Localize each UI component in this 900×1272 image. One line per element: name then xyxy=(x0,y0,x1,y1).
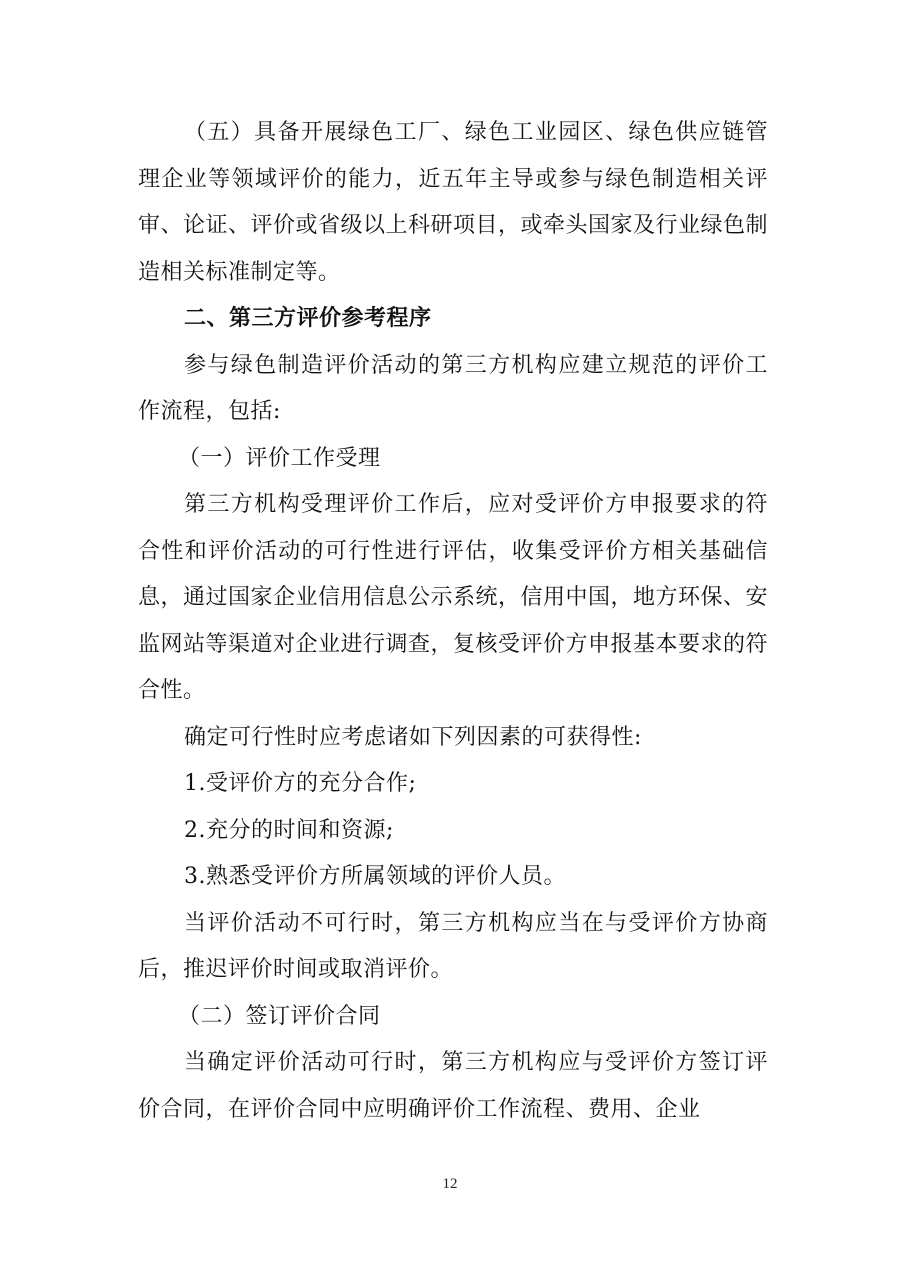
paragraph-contract-body: 当确定评价活动可行时，第三方机构应与受评价方签订评价合同，在评价合同中应明确评价工作流程、费用、企业 xyxy=(138,1050,768,1122)
paragraph-acceptance-body: 第三方机构受理评价工作后，应对受评价方申报要求的符合性和评价活动的可行性进行评估，收集受评价方相关基础信息，通过国家企业信用信息公示系统，信用中国，地方环保、安监网站等渠道对企业进行调查，复核受评价方申报基本要求的符合性。 xyxy=(138,492,769,703)
page-number: 12 xyxy=(442,1176,458,1192)
paragraph-procedure-intro: 参与绿色制造评价活动的第三方机构应建立规范的评价工作流程，包括: xyxy=(138,352,768,424)
paragraph-qualification-five: （五）具备开展绿色工厂、绿色工业园区、绿色供应链管理企业等领域评价的能力，近五年主导或参与绿色制造相关评审、论证、评价或省级以上科研项目，或牵头国家及行业绿色制造相关标准制定等。 xyxy=(138,120,769,285)
paragraph-infeasible: 当评价活动不可行时，第三方机构应当在与受评价方协商后，推迟评价时间或取消评价。 xyxy=(138,910,768,982)
subheading-acceptance: （一）评价工作受理 xyxy=(178,445,381,471)
section-heading-evaluation-procedure: 二、第三方评价参考程序 xyxy=(184,306,432,331)
list-item-time-resources: 2.充分的时间和资源; xyxy=(184,817,394,843)
paragraph-feasibility-factors: 确定可行性时应考虑诸如下列因素的可获得性: xyxy=(184,724,642,750)
subheading-contract: （二）签订评价合同 xyxy=(178,1003,381,1029)
document-body xyxy=(138,110,768,1133)
list-item-evaluators: 3.熟悉受评价方所属领域的评价人员。 xyxy=(184,864,566,889)
list-item-cooperation: 1.受评价方的充分合作; xyxy=(184,771,417,796)
